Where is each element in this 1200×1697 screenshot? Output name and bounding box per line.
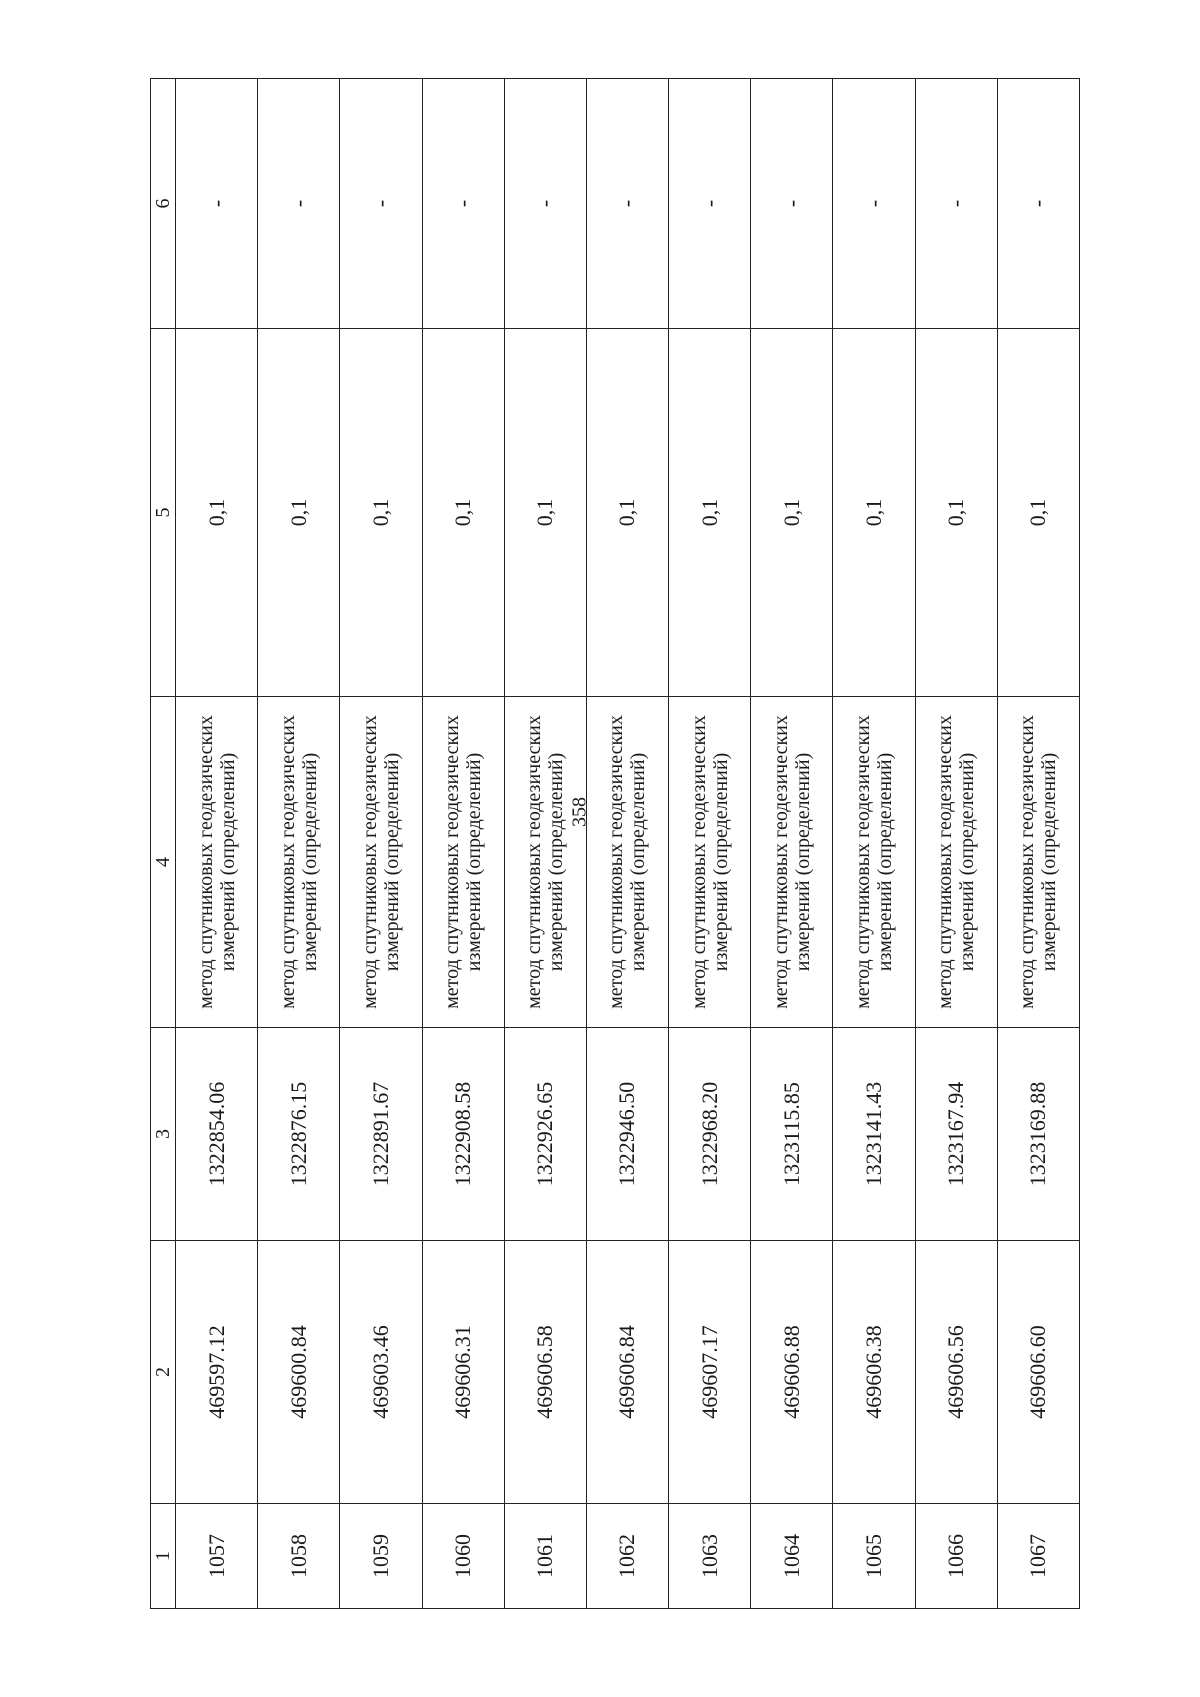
table-row (340, 79, 422, 1609)
extra-cell: - (586, 79, 668, 329)
extra-cell: - (176, 79, 258, 329)
accuracy-cell: 0,1 (751, 329, 833, 697)
point-number-cell: 1060 (422, 1504, 504, 1609)
x-coordinate-cell: 469606.60 (997, 1241, 1079, 1504)
extra-cell: - (422, 79, 504, 329)
accuracy-cell: 0,1 (997, 329, 1079, 697)
point-number-cell: 1062 (586, 1504, 668, 1609)
y-coordinate-cell: 1323169.88 (997, 1028, 1079, 1241)
extra-cell: - (669, 79, 751, 329)
point-number-cell: 1065 (833, 1504, 915, 1609)
accuracy-cell: 0,1 (915, 329, 997, 697)
y-coordinate-cell: 1323115.85 (751, 1028, 833, 1241)
y-coordinate-cell: 1322946.50 (586, 1028, 668, 1241)
method-cell: метод спутниковых геодезических измерений (определений) (176, 697, 258, 1028)
method-cell: метод спутниковых геодезических измерений (определений) (915, 697, 997, 1028)
x-coordinate-cell: 469606.84 (586, 1241, 668, 1504)
table-body (176, 79, 1080, 1609)
table-row (176, 79, 258, 1609)
header-cell: 2 (151, 1241, 176, 1504)
accuracy-cell: 0,1 (176, 329, 258, 697)
extra-cell: - (340, 79, 422, 329)
point-number-cell: 1061 (504, 1504, 586, 1609)
page-number: 358 (568, 797, 591, 827)
table-wrapper (150, 79, 1080, 1609)
x-coordinate-cell: 469600.84 (258, 1241, 340, 1504)
accuracy-cell: 0,1 (833, 329, 915, 697)
y-coordinate-cell: 1322891.67 (340, 1028, 422, 1241)
header-cell: 3 (151, 1028, 176, 1241)
x-coordinate-cell: 469606.88 (751, 1241, 833, 1504)
table-row (997, 79, 1079, 1609)
point-number-cell: 1058 (258, 1504, 340, 1609)
accuracy-cell: 0,1 (258, 329, 340, 697)
y-coordinate-cell: 1323141.43 (833, 1028, 915, 1241)
y-coordinate-cell: 1322876.15 (258, 1028, 340, 1241)
extra-cell: - (258, 79, 340, 329)
coordinates-table (150, 78, 1080, 1609)
accuracy-cell: 0,1 (504, 329, 586, 697)
point-number-cell: 1067 (997, 1504, 1079, 1609)
method-cell: метод спутниковых геодезических измерений (определений) (504, 697, 586, 1028)
table-row (669, 79, 751, 1609)
method-cell: метод спутниковых геодезических измерений (определений) (422, 697, 504, 1028)
x-coordinate-cell: 469606.56 (915, 1241, 997, 1504)
method-cell: метод спутниковых геодезических измерений (определений) (669, 697, 751, 1028)
accuracy-cell: 0,1 (340, 329, 422, 697)
header-row (151, 79, 176, 1609)
point-number-cell: 1066 (915, 1504, 997, 1609)
x-coordinate-cell: 469603.46 (340, 1241, 422, 1504)
table-row (915, 79, 997, 1609)
method-cell: метод спутниковых геодезических измерений (определений) (340, 697, 422, 1028)
accuracy-cell: 0,1 (586, 329, 668, 697)
table-row (586, 79, 668, 1609)
header-cell: 1 (151, 1504, 176, 1609)
y-coordinate-cell: 1323167.94 (915, 1028, 997, 1241)
table-row (422, 79, 504, 1609)
table-row (833, 79, 915, 1609)
header-cell: 6 (151, 79, 176, 329)
x-coordinate-cell: 469606.38 (833, 1241, 915, 1504)
x-coordinate-cell: 469606.58 (504, 1241, 586, 1504)
y-coordinate-cell: 1322968.20 (669, 1028, 751, 1241)
y-coordinate-cell: 1322854.06 (176, 1028, 258, 1241)
point-number-cell: 1063 (669, 1504, 751, 1609)
x-coordinate-cell: 469606.31 (422, 1241, 504, 1504)
header-cell: 5 (151, 329, 176, 697)
extra-cell: - (751, 79, 833, 329)
y-coordinate-cell: 1322908.58 (422, 1028, 504, 1241)
point-number-cell: 1064 (751, 1504, 833, 1609)
point-number-cell: 1057 (176, 1504, 258, 1609)
extra-cell: - (504, 79, 586, 329)
table-row (751, 79, 833, 1609)
table-row (504, 79, 586, 1609)
x-coordinate-cell: 469607.17 (669, 1241, 751, 1504)
y-coordinate-cell: 1322926.65 (504, 1028, 586, 1241)
extra-cell: - (833, 79, 915, 329)
method-cell: метод спутниковых геодезических измерений (определений) (997, 697, 1079, 1028)
method-cell: метод спутниковых геодезических измерений (определений) (258, 697, 340, 1028)
method-cell: метод спутниковых геодезических измерений (определений) (751, 697, 833, 1028)
point-number-cell: 1059 (340, 1504, 422, 1609)
x-coordinate-cell: 469597.12 (176, 1241, 258, 1504)
header-cell: 4 (151, 697, 176, 1028)
method-cell: метод спутниковых геодезических измерений (определений) (833, 697, 915, 1028)
method-cell: метод спутниковых геодезических измерений (определений) (586, 697, 668, 1028)
table-row (258, 79, 340, 1609)
accuracy-cell: 0,1 (669, 329, 751, 697)
extra-cell: - (997, 79, 1079, 329)
accuracy-cell: 0,1 (422, 329, 504, 697)
extra-cell: - (915, 79, 997, 329)
